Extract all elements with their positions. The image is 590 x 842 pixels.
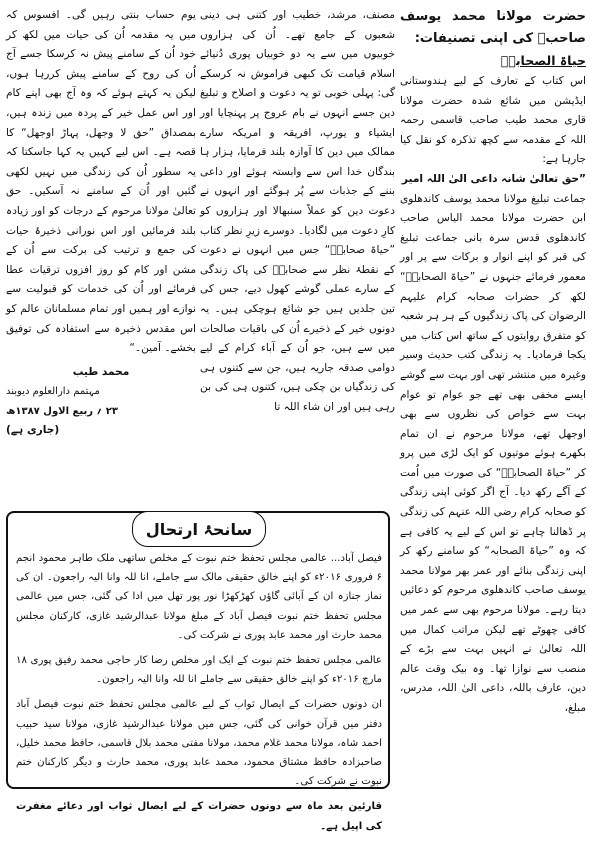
obituary-body	[16, 549, 382, 842]
left-column	[6, 6, 196, 441]
intro-paragraph: اس کتاب کے تعارف کے لیے ہندوستانی ایڈیشن میں شائع شدہ حضرت مولانا قاری محمد طیب صاحب قاسمی رحمہ اللہ کے مقدمہ سے کچھ تذکرہ کو نقل کیا جارہا ہے:	[400, 75, 586, 166]
quote-opening: ”حق تعالیٰ شانہ داعی الیٰ اللہ امیر	[401, 172, 586, 185]
right-column-body: جماعت تبلیغ مولانا محمد یوسف کاندھلوی ابن حضرت مولانا محمد الیاس صاحب کاندھلوی قدس سرہ بانی جماعت تبلیغ کی قبر کو اپنے انوار و برکات سے پر اور معمور فرمائے جنہوں نے ”حیاۃ الصحابہؓ“ لکھ کر حضرات صحابہ کرام علیہم الرضوان کی پاک زندگیوں کے ہر ہر شعبہ کو متفرق روایتوں کے ساتھ اس کتاب میں یکجا فرمادیا۔ یہ زندگی کتب حدیث وسیر وغیرہ میں منتشر تھی اور بہت سے گوشے ایسے مخفی بھی تھے جو عوام تو عوام بہت سے خواص کی نظروں سے بھی اوجھل تھے، مولانا مرحوم نے ان تمام بکھرے ہوئے موتیوں کو ایک لڑی میں پرو کر ”حیاۃ الصحابہؓ“ کی صورت میں اُمت کے آگے رکھ دیا۔ آج اگر کوئی اپنی زندگی کو صحابہ کرام رضی اللہ عنہم کی زندگی پر ڈھالنا چاہے تو اس کے لیے یہ کافی ہے کہ وہ ”حیاۃ الصحابہ“ کو سامنے رکھ کر اپنی زندگی بنائے اور عمر بھر مولانا محمد یوسف صاحب کاندھلوی مرحوم کو دعائیں دیتا رہے۔ مولانا مرحوم بھی سے عمر میں کافی چھوٹے تھے لیکن مراتب کمال میں اللہ تعالیٰ نے انہیں بہت سے بڑے کے منصب سے نوازا تھا۔ وہ بیک وقت عالم دین، عارف باللہ، داعی الیٰ اللہ، مدرس، مبلغ،	[400, 192, 586, 714]
book-subheading: حیاۃ الصحابہؓ	[500, 53, 586, 68]
signature-title: مہتمم دارالعلوم دیوبند	[6, 386, 100, 398]
right-column	[400, 6, 586, 719]
middle-column	[200, 6, 395, 417]
continued-label: (جاری ہے)	[6, 424, 60, 437]
article-heading: حضرت مولانا محمد یوسف صاحبؒ کی اپنی تصنیفات:	[400, 9, 586, 46]
obituary-paragraph: ان دونوں حضرات کے ایصال ثواب کے لیے عالمی مجلس تحفظ ختم نبوت فیصل آباد دفتر میں قرآن خوانی کی گئی، جس میں مولانا عبدالرشید غازی، مولانا سید حبیب احمد شاہ، مولانا محمد غلام محمد، مولانا مفتی محمد بلال قاسمی، حافظ محمد خلیل، صاحبزادہ حافظ مشتاق محمود، محمد عابد پوری، محمد حارث و دیگر کارکنان ختم نبوت نے شرکت کی۔	[16, 699, 382, 788]
obituary-title: سانحۂ ارتحال	[132, 511, 266, 547]
signature-block	[6, 363, 196, 422]
middle-column-body: مصنف، مرشد، خطیب اور کتنی ہی دینی شعبوں کے جامع تھے۔ اُن کی ہزاروں خوبیوں میں سے یہ دو خوبیاں پوری دُنیائے اسلام قیامت تک کبھی فراموش نہ کرسکے گی: پہلی خوبی تو یہ دعوت و اصلاح و تبلیغ دین جسے انہوں نے بام عروج پر پہنچایا اور ایشیاء و یورپ، افریقہ و امریکہ سارے ممالک میں دین کا آوازہ بلند فرمایا، ہزار ہا بندگان خدا اس سے وابستہ ہوئے اور داعی بننے کے جذبات سے پُر ہوگئے اور انہوں نے دعوت دین کو عملاً سنبھالا اور ہزاروں کو کارِ دعوت میں لگادیا۔ دوسرے زیرِ نظر کتاب ”حیاۃ صحابہؓ“ جس میں انہوں نے دعوت کے نقطۂ نظر سے صحابہؓ کی پاک زندگی کے سارے عملی گوشے کھول دیے، جس کی تین جلدیں ہیں جو شائع ہوچکی ہیں۔ یہ دونوں خیر کے ذخیرے اُن کی باقیات صالحات میں سے ہیں، جو اُن کے آباء کرام کے لیے دوامی صدقہ جاریہ ہیں، جن سے کتنوں ہی کی زندگیاں بن چکی ہیں، کتنوں ہی کی بن رہی ہیں اور ان شاء اللہ تا	[200, 9, 395, 413]
obituary-box	[6, 511, 390, 832]
obituary-paragraph: قارئین بعد ماہ سے دونوں حضرات کے لیے ایصال ثواب اور دعائے مغفرت کی اپیل ہے۔	[16, 801, 382, 832]
signature-date: ۲۳ ؍ ربیع الاول ۱۳۸۷ھ	[6, 405, 118, 417]
signature-name: محمد طیب	[72, 365, 130, 378]
obituary-paragraph: فیصل آباد... عالمی مجلس تحفظ ختم نبوت کے مخلص ساتھی ملک طاہر محمود انجم ۶ فروری ۲۰۱۶ء کو اپنے خالق حقیقی مالک سے جاملے، انا للہ وانا الیہ راجعون۔ ان کی نماز جنازہ ان کے آبائی گاؤں کھڑکھڑا نور پور تھل میں ادا کی گئی، جس میں عالمی مجلس تحفظ ختم نبوت فیصل آباد کے مبلغ مولانا عبدالرشید غازی، کارکنان مجلس محمد حارث اور محمد عابد پوری نے شرکت کی۔	[16, 553, 383, 641]
left-column-body: یوم حساب بنتی رہیں گی۔ افسوس کہ میں یہ مقدمہ اُن کی حیات میں لکھ کر خود اُن کے سامنے پیش نہ کرسکا جسے آج اُن کی روح کے سامنے پیش کررہا ہوں، لیکن یہ کہتے ہوئے کہ وہ آج بھی اپنے کام اور اس عمل خیر کے پردہ میں زندہ ہیں، بمصداق ”حق لا وجھل، پہاڑ اوجھل“ کا قصہ ہے۔ اس لیے کہیں یہ کہا جاسکتا کہ یہ سطور اُن کی زندگی میں نہیں لکھی گئیں اور اُن کے سامنے نہ آسکیں۔ حق تعالیٰ مولانا مرحوم کے درجات کو اور زیادہ بلند فرمائیں اور اس نورانی ذخیرۂ حیات کی جمع و ترتیب کی برکت سے اُن کے مشن اور کام کو روز افزوں ترقیات عطا فرمائے اور اُن کی خدمات کو قبولیت سے نوازے اور ہمیں اور تمام مسلمانان عالم کو اس مقدس ذخیرہ سے استفادہ کی توفیق بخشے۔ آمین۔“	[6, 9, 196, 355]
obituary-paragraph: عالمی مجلس تحفظ ختم نبوت کے ایک اور مخلص رضا کار حاجی محمد رفیق پوری ۱۸ مارچ ۲۰۱۶ء کو اپنے خالق حقیقی سے جاملے انا للہ وانا الیہ راجعون۔	[16, 655, 382, 686]
